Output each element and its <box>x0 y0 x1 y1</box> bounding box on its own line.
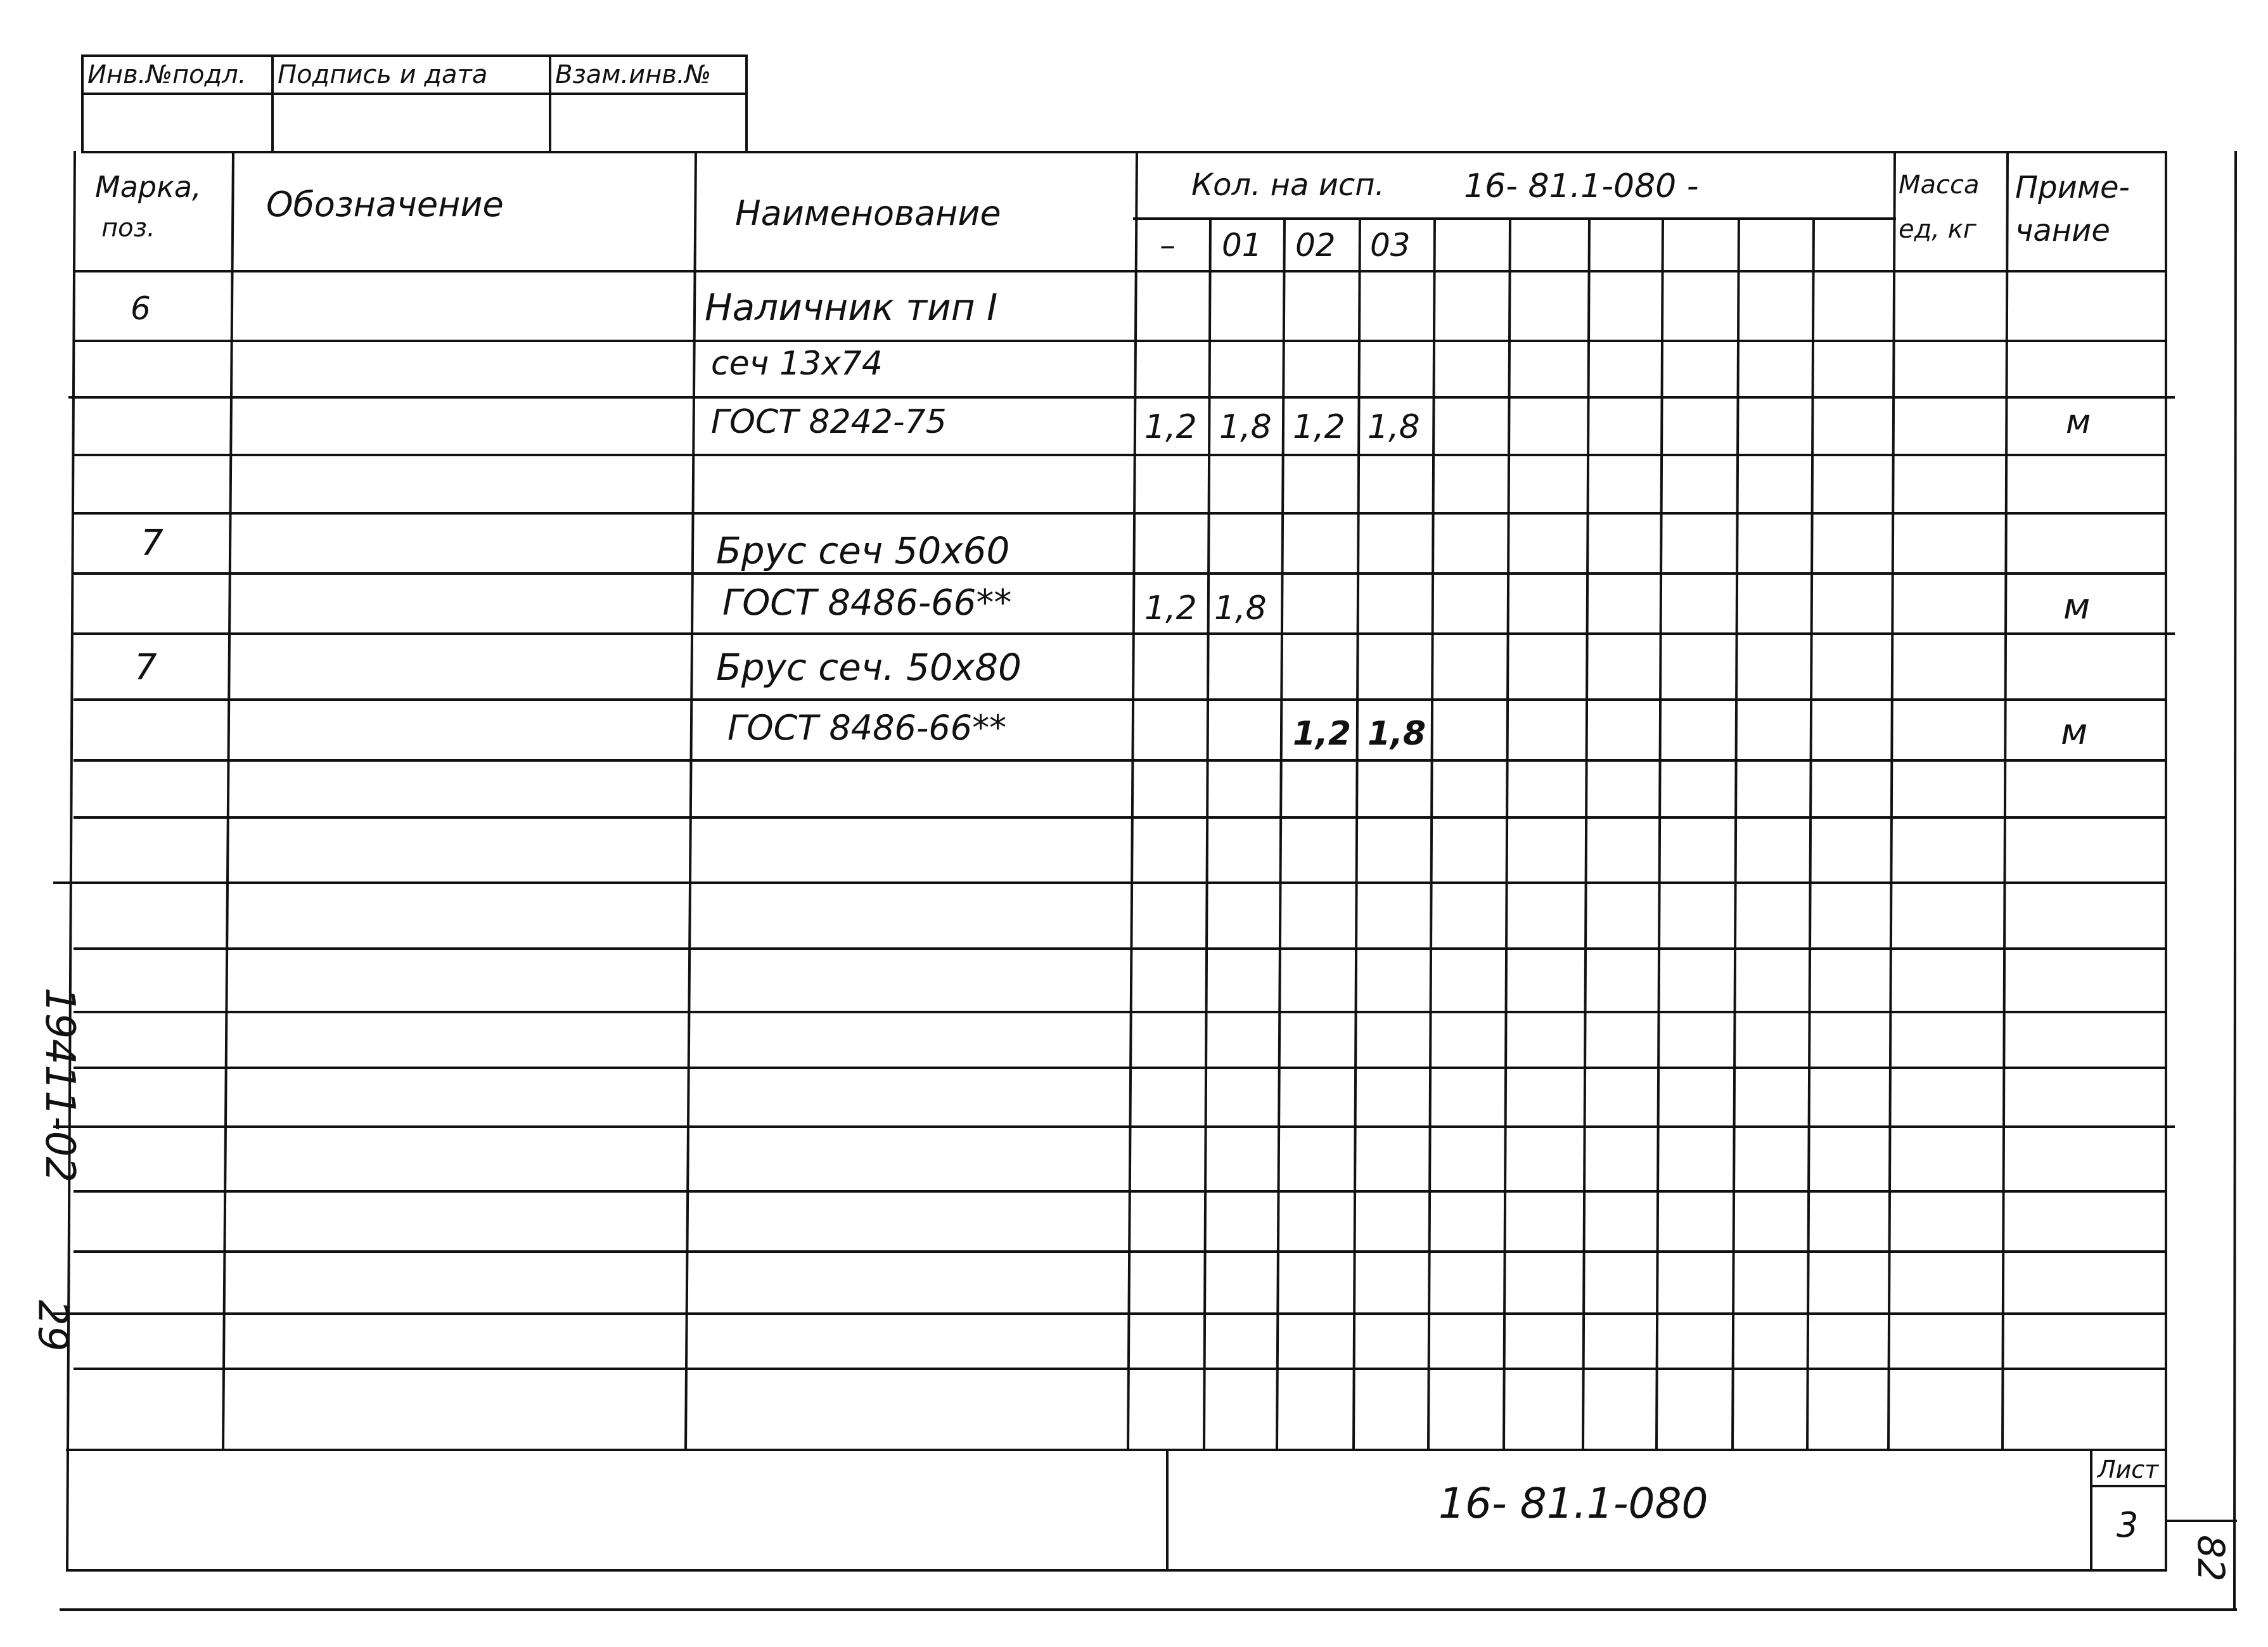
margin-number: 29 <box>29 1300 76 1352</box>
row-7-q3: 1,8 <box>1368 715 1426 753</box>
row-7-name: ГОСТ 8486-66** <box>727 708 1007 748</box>
doc-number: 16- 81.1-080 <box>1438 1479 1708 1528</box>
row-0-name: Наличник тип I <box>705 286 998 329</box>
stamp-replace-label: Взам.инв.№ <box>555 60 712 89</box>
header-prim-1: Приме- <box>2015 170 2130 205</box>
row-5-q1: 1,8 <box>1214 589 1267 627</box>
margin-code: 19411-02 <box>36 987 84 1183</box>
row-4-name: Брус сеч 50х60 <box>716 529 1010 572</box>
header-variant-0: – <box>1160 227 1176 264</box>
row-2-note: м <box>2066 403 2091 441</box>
row-1-name: сеч 13х74 <box>711 345 883 383</box>
row-5-name: ГОСТ 8486-66** <box>722 582 1012 624</box>
header-poz: поз. <box>101 214 155 243</box>
row-4-poz: 7 <box>141 523 163 564</box>
row-6-name: Брус сеч. 50х80 <box>716 646 1022 689</box>
header-marka: Марка, <box>95 170 202 204</box>
header-variant-2: 02 <box>1295 227 1336 264</box>
row-2-q3: 1,8 <box>1368 408 1420 446</box>
row-7-q2: 1,2 <box>1293 715 1352 753</box>
row-7-note: м <box>2061 712 2088 753</box>
header-kol-title: Кол. на исп. <box>1191 167 1385 203</box>
page-number: 82 <box>2189 1535 2233 1582</box>
list-number: 3 <box>2117 1505 2139 1545</box>
row-2-q2: 1,2 <box>1293 408 1345 446</box>
row-2-name: ГОСТ 8242-75 <box>711 403 947 441</box>
list-label: Лист <box>2098 1456 2159 1484</box>
header-naimenovanie: Наименование <box>735 193 1001 233</box>
row-5-note: м <box>2063 586 2091 627</box>
stamp-inv-label: Инв.№подл. <box>87 60 247 89</box>
header-doc-prefix: 16- 81.1-080 - <box>1464 167 1699 205</box>
row-2-q0: 1,2 <box>1144 408 1197 446</box>
stamp-sign-label: Подпись и дата <box>278 60 488 89</box>
row-5-q0: 1,2 <box>1144 589 1197 627</box>
row-0-poz: 6 <box>131 290 151 327</box>
header-oboznachenie: Обозначение <box>266 184 504 224</box>
header-massa-2: ед, кг <box>1899 215 1976 244</box>
header-variant-3: 03 <box>1370 227 1411 264</box>
header-prim-2: чание <box>2015 213 2110 248</box>
header-massa-1: Масса <box>1899 170 1980 200</box>
row-6-poz: 7 <box>134 647 157 688</box>
row-2-q1: 1,8 <box>1219 408 1272 446</box>
header-variant-1: 01 <box>1222 227 1262 264</box>
